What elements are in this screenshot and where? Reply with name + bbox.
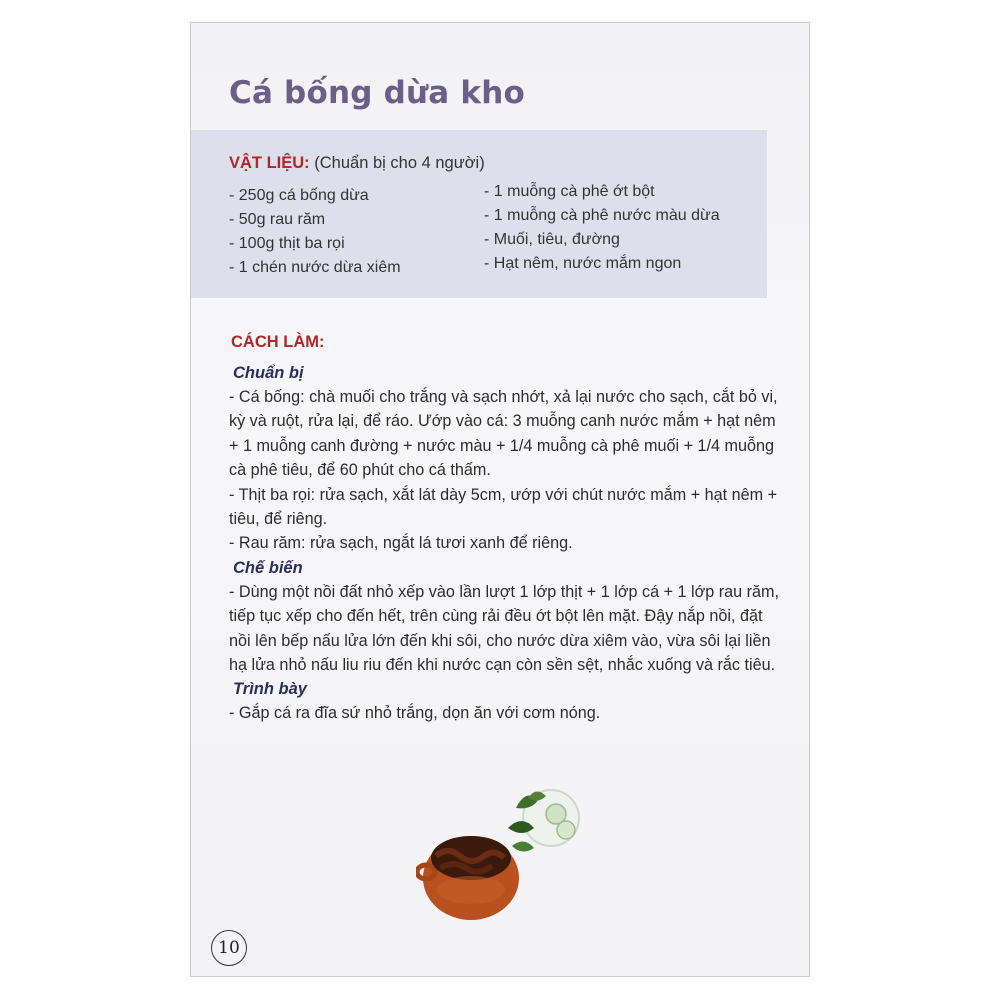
ingredient-item: - 1 muỗng cà phê ớt bột — [484, 183, 655, 200]
clay-pot-dish-illustration — [416, 778, 596, 938]
ingredient-item: - 250g cá bống dừa — [229, 187, 369, 204]
ingredient-item: - 1 muỗng cà phê nước màu dừa — [484, 207, 720, 224]
prep-step: - Thịt ba rọi: rửa sạch, xắt lát dày 5cm, ướp với chút nước mắm + hạt nêm + tiêu, để riêng. — [229, 485, 778, 529]
recipe-title: Cá bống dừa kho — [229, 75, 525, 111]
prep-step: - Cá bống: chà muối cho trắng và sạch nhớt, xả lại nước cho sạch, cắt bỏ vi, kỳ và ruột, rửa lại, để ráo. Ướp vào cá: 3 muỗng canh nước mắm + hạt nêm + 1 muỗng canh đường + nước màu + 1/4 muỗng cà phê muối + 1/4 muỗng cà phê tiêu, để 60 phút cho cá thấm. — [229, 388, 778, 480]
book-page — [190, 22, 810, 977]
ingredients-box — [191, 130, 767, 298]
ingredient-item: - Hạt nêm, nước mắm ngon — [484, 255, 682, 272]
prep-heading: Chuẩn bị — [233, 364, 304, 382]
prep-step: - Rau răm: rửa sạch, ngắt lá tươi xanh để riêng. — [229, 534, 573, 553]
serve-heading: Trình bày — [233, 680, 307, 699]
page-number: 10 — [211, 930, 247, 966]
method-label: CÁCH LÀM: — [231, 333, 325, 351]
ingredient-item: - 1 chén nước dừa xiêm — [229, 259, 401, 276]
ingredient-item: - 100g thịt ba rọi — [229, 235, 345, 252]
ingredients-label: VẬT LIỆU: — [229, 154, 310, 172]
ingredients-list-left — [229, 184, 401, 280]
method-section — [229, 361, 779, 726]
ingredient-item: - 50g rau răm — [229, 211, 326, 228]
serve-step: - Gắp cá ra đĩa sứ nhỏ trắng, dọn ăn với cơm nóng. — [229, 704, 601, 723]
ingredient-item: - Muối, tiêu, đường — [484, 231, 620, 248]
servings-note: (Chuẩn bị cho 4 người) — [314, 154, 485, 172]
cook-heading: Chế biến — [233, 558, 303, 577]
ingredients-header — [229, 154, 485, 173]
cook-step: - Dùng một nồi đất nhỏ xếp vào lần lượt 1 lớp thịt + 1 lớp cá + 1 lớp rau răm, tiếp tục xếp cho đến hết, trên cùng rải đều ớt bột lên mặt. Đậy nắp nồi, đặt nồi lên bếp nấu lửa lớn đến khi sôi, cho nước dừa xiêm vào, vừa sôi lại liền hạ lửa nhỏ nấu liu riu đến khi nước cạn còn sền sệt, nhắc xuống và rắc tiêu. — [229, 582, 779, 675]
ingredients-list-right — [484, 180, 720, 276]
